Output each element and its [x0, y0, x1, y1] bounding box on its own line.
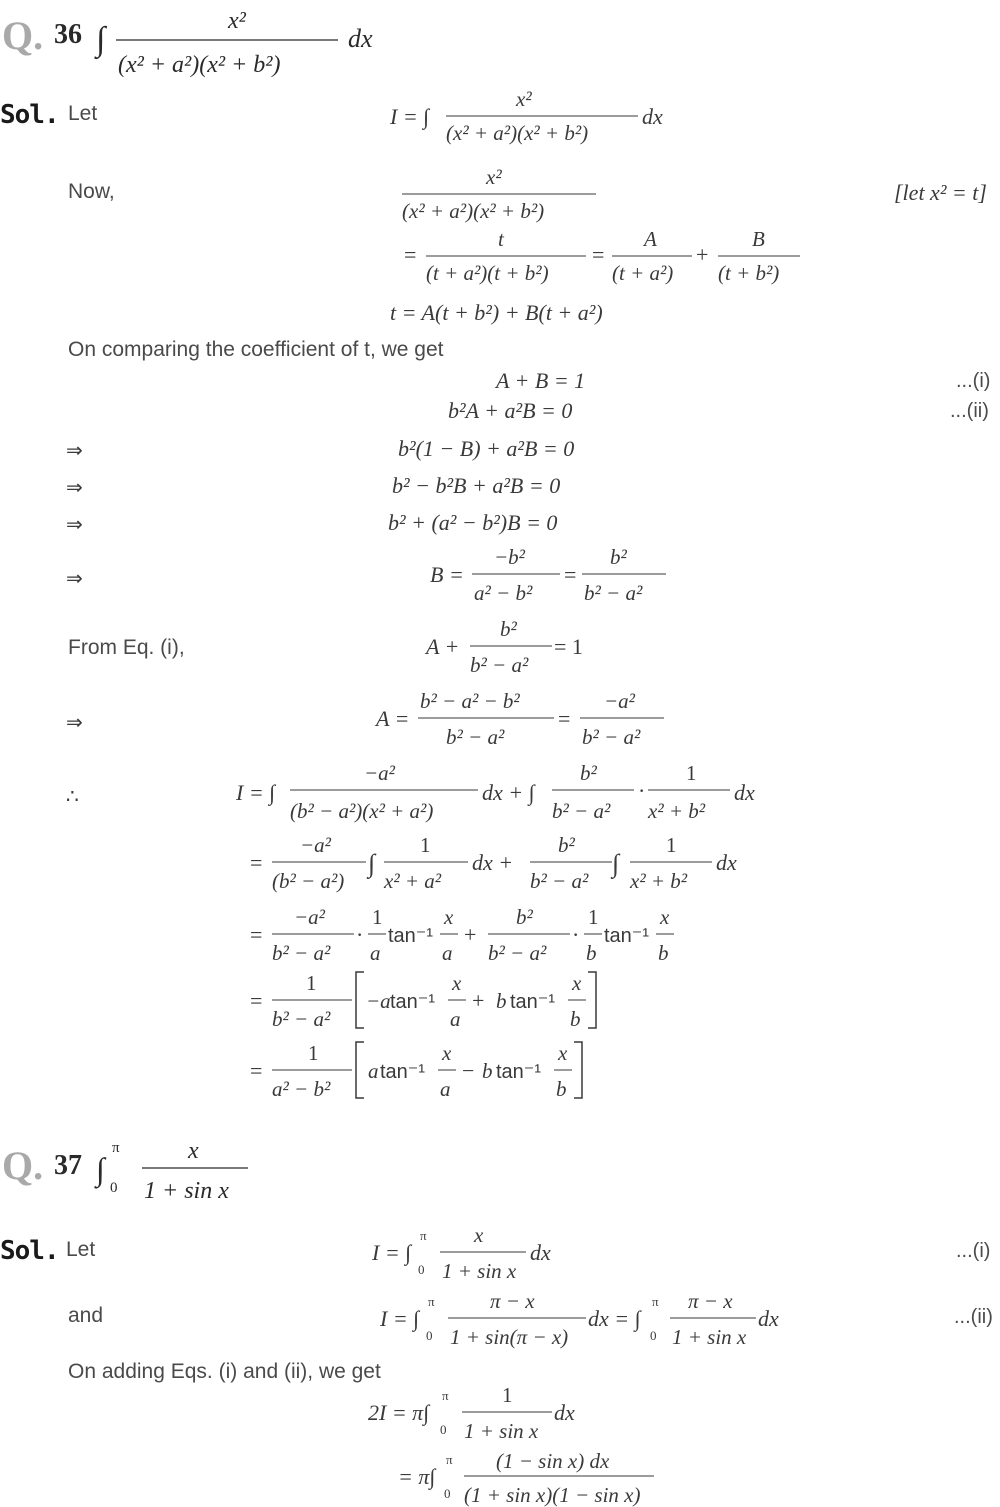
from-text: From Eq. (i),: [68, 636, 185, 659]
eq-t: t = A(t + b²) + B(t + a²): [390, 300, 603, 325]
q37-numerator: x: [188, 1138, 199, 1164]
svg-text:tan⁻¹: tan⁻¹: [496, 1061, 542, 1083]
svg-text:x² + a²: x² + a²: [384, 869, 442, 893]
eq-I3: [248, 900, 688, 970]
svg-text:−a²: −a²: [604, 689, 635, 713]
svg-text:b: b: [556, 1077, 567, 1101]
svg-text:dx = ∫: dx = ∫: [588, 1306, 641, 1331]
svg-text:b² − a²: b² − a²: [552, 799, 611, 823]
svg-text:b² − a²: b² − a²: [272, 941, 331, 965]
svg-text:1 + sin(π − x): 1 + sin(π − x): [450, 1325, 569, 1349]
let-text: Let: [66, 1238, 96, 1261]
svg-text:= π∫: = π∫: [398, 1464, 436, 1489]
svg-text:b² − a²: b² − a²: [470, 653, 529, 677]
svg-text:x² + b²: x² + b²: [648, 799, 706, 823]
svg-text:1 + sin x: 1 + sin x: [442, 1259, 517, 1283]
svg-text:(b² − a²)(x² + a²): (b² − a²)(x² + a²): [290, 799, 434, 823]
svg-text:=: =: [564, 562, 577, 587]
svg-text:a: a: [442, 941, 453, 965]
svg-text:1: 1: [420, 833, 431, 857]
svg-text:A +: A +: [426, 634, 460, 659]
svg-text:∫: ∫: [368, 849, 376, 878]
q37-integral-expression: [92, 1130, 262, 1210]
svg-text:−a²: −a²: [294, 905, 325, 929]
svg-text:b²: b²: [558, 833, 575, 857]
svg-text:b: b: [658, 941, 669, 965]
implies-arrow: ⇒: [66, 438, 83, 462]
svg-text:b: b: [496, 989, 507, 1013]
svg-text:a: a: [440, 1077, 451, 1101]
svg-text:x: x: [660, 905, 670, 929]
eq37-and: [378, 1284, 798, 1354]
eq37-2I: [366, 1378, 596, 1448]
svg-text:+: +: [472, 988, 485, 1013]
svg-text:I = ∫: I = ∫: [372, 1240, 412, 1265]
svg-text:a² − b²: a² − b²: [272, 1077, 331, 1101]
svg-text:I = ∫: I = ∫: [236, 780, 276, 805]
svg-text:x: x: [452, 971, 462, 995]
eq-now: [398, 158, 608, 228]
svg-text:x²: x²: [516, 87, 532, 111]
eq-B: [428, 540, 678, 610]
svg-text:a: a: [370, 941, 381, 965]
svg-text:π: π: [420, 1228, 427, 1243]
let-text: Let: [68, 102, 98, 125]
svg-text:dx +: dx +: [472, 850, 514, 875]
svg-text:b: b: [586, 941, 597, 965]
now-text: Now,: [68, 180, 115, 203]
svg-text:b² − a²: b² − a²: [446, 725, 505, 749]
svg-text:=: =: [250, 922, 263, 947]
eq-A: [374, 684, 674, 754]
svg-text:−a: −a: [366, 989, 391, 1013]
ref-ii: ...(ii): [950, 400, 989, 422]
implies-arrow: ⇒: [66, 475, 83, 499]
svg-text:b²: b²: [500, 617, 517, 641]
therefore-symbol: ∴: [66, 784, 79, 808]
svg-text:B: B: [752, 227, 765, 251]
implies-arrow: ⇒: [66, 566, 83, 590]
svg-text:1 + sin x: 1 + sin x: [672, 1325, 747, 1349]
svg-text:tan⁻¹: tan⁻¹: [380, 1061, 426, 1083]
eq-I4: [248, 966, 618, 1036]
svg-text:b² − a²: b² − a²: [272, 1007, 331, 1031]
eq-I2: [248, 828, 758, 898]
svg-text:(t + a²)(t + b²): (t + a²)(t + b²): [426, 261, 549, 285]
svg-text:·: ·: [572, 922, 580, 947]
ref-ii: ...(ii): [954, 1306, 993, 1328]
implies-arrow: ⇒: [66, 512, 83, 536]
svg-text:·: ·: [356, 922, 364, 947]
svg-text:x: x: [558, 1041, 568, 1065]
ref-i: ...(i): [956, 370, 991, 392]
svg-text:x²: x²: [486, 165, 502, 189]
svg-text:1: 1: [308, 1041, 319, 1065]
question-label: Q.: [2, 1143, 44, 1188]
svg-text:(1 + sin x)(1 − sin x): (1 + sin x)(1 − sin x): [464, 1483, 641, 1507]
svg-text:+: +: [696, 242, 709, 267]
svg-text:dx: dx: [642, 104, 663, 129]
svg-text:a: a: [368, 1059, 379, 1083]
question-number: 36: [54, 19, 82, 50]
svg-text:x² + b²: x² + b²: [630, 869, 688, 893]
svg-text:A =: A =: [376, 706, 410, 731]
eq-step2: b² − b²B + a²B = 0: [392, 473, 561, 498]
svg-text:a: a: [450, 1007, 461, 1031]
svg-text:=: =: [404, 242, 417, 267]
question-number: 37: [54, 1150, 82, 1181]
eq-partial: [398, 222, 808, 292]
svg-text:(t + a²): (t + a²): [612, 261, 674, 285]
svg-text:tan⁻¹: tan⁻¹: [390, 991, 436, 1013]
svg-text:I = ∫: I = ∫: [390, 104, 430, 129]
eq-let: [388, 82, 688, 148]
svg-text:=: =: [558, 706, 571, 731]
eq-ii: b²A + a²B = 0: [448, 398, 573, 423]
svg-text:A: A: [644, 227, 657, 251]
svg-text:0: 0: [650, 1328, 657, 1343]
svg-text:=: =: [592, 242, 605, 267]
solution-label: Sol.: [0, 100, 59, 130]
solution-label: Sol.: [0, 1236, 59, 1266]
compare-text: On comparing the coefficient of t, we get: [68, 338, 444, 361]
svg-text:π − x: π − x: [490, 1289, 535, 1313]
svg-text:I = ∫: I = ∫: [380, 1306, 420, 1331]
svg-text:0: 0: [426, 1328, 433, 1343]
integral-sign: ∫: [96, 21, 106, 58]
svg-text:b² − a²: b² − a²: [530, 869, 589, 893]
svg-text:(t + b²): (t + b²): [718, 261, 780, 285]
svg-text:tan⁻¹: tan⁻¹: [388, 925, 434, 947]
q36-integral-expression: [92, 0, 402, 90]
svg-text:tan⁻¹: tan⁻¹: [604, 925, 650, 947]
svg-text:+: +: [464, 922, 477, 947]
svg-text:dx + ∫: dx + ∫: [482, 780, 535, 805]
svg-text:(1 − sin x) dx: (1 − sin x) dx: [496, 1449, 610, 1473]
svg-text:t: t: [498, 227, 504, 251]
svg-text:0: 0: [444, 1486, 451, 1501]
svg-text:1: 1: [306, 971, 317, 995]
svg-text:b²: b²: [516, 905, 533, 929]
svg-text:1 + sin x: 1 + sin x: [464, 1419, 539, 1443]
svg-text:b: b: [482, 1059, 493, 1083]
svg-text:π: π: [442, 1388, 449, 1403]
svg-text:−a²: −a²: [300, 833, 331, 857]
svg-text:b: b: [570, 1007, 581, 1031]
svg-text:x: x: [442, 1041, 452, 1065]
svg-text:dx: dx: [554, 1400, 575, 1425]
svg-text:π: π: [428, 1294, 435, 1309]
svg-text:(b² − a²): (b² − a²): [272, 869, 345, 893]
integral-sign: ∫: [96, 1151, 105, 1187]
eq-step3: b² + (a² − b²)B = 0: [388, 510, 558, 535]
svg-text:1: 1: [372, 905, 383, 929]
svg-text:·: ·: [638, 778, 646, 803]
svg-text:−b²: −b²: [494, 545, 525, 569]
eq-from: [424, 612, 604, 682]
eq-I1: [234, 756, 774, 832]
eq-I5: [248, 1036, 608, 1106]
svg-text:π: π: [446, 1452, 453, 1467]
svg-text:0: 0: [440, 1422, 447, 1437]
svg-text:π: π: [652, 1294, 659, 1309]
svg-text:2I = π∫: 2I = π∫: [368, 1400, 430, 1425]
svg-text:b² − a²: b² − a²: [582, 725, 641, 749]
svg-text:(x² + a²)(x² + b²): (x² + a²)(x² + b²): [446, 121, 589, 145]
svg-text:dx: dx: [716, 850, 737, 875]
svg-text:b²: b²: [610, 545, 627, 569]
svg-text:=: =: [250, 850, 263, 875]
q37-denominator: 1 + sin x: [144, 1178, 229, 1204]
adding-text: On adding Eqs. (i) and (ii), we get: [68, 1360, 381, 1383]
svg-text:dx: dx: [734, 780, 755, 805]
svg-text:b² − a² − b²: b² − a² − b²: [420, 689, 520, 713]
eq37-let: [370, 1218, 570, 1288]
q36-dx: dx: [348, 24, 373, 53]
svg-text:B =: B =: [430, 562, 464, 587]
svg-text:a² − b²: a² − b²: [474, 581, 533, 605]
ref-i: ...(i): [956, 1240, 991, 1262]
svg-text:b² − a²: b² − a²: [488, 941, 547, 965]
svg-text:=: =: [250, 988, 263, 1013]
q36-numerator: x²: [228, 8, 246, 34]
svg-text:dx: dx: [530, 1240, 551, 1265]
svg-text:π: π: [112, 1140, 120, 1156]
svg-text:dx: dx: [758, 1306, 779, 1331]
implies-arrow: ⇒: [66, 710, 83, 734]
svg-text:1: 1: [502, 1383, 513, 1407]
svg-text:tan⁻¹: tan⁻¹: [510, 991, 556, 1013]
svg-text:(x² + a²)(x² + b²): (x² + a²)(x² + b²): [402, 199, 545, 223]
svg-text:0: 0: [110, 1180, 118, 1196]
svg-text:0: 0: [418, 1262, 425, 1277]
eq-i: A + B = 1: [496, 368, 586, 393]
svg-text:x: x: [474, 1223, 484, 1247]
svg-text:1: 1: [588, 905, 599, 929]
svg-text:=: =: [250, 1058, 263, 1083]
let-hint: [let x² = t]: [894, 180, 987, 205]
svg-text:b² − a²: b² − a²: [584, 581, 643, 605]
svg-text:= 1: = 1: [554, 634, 583, 659]
svg-text:x: x: [572, 971, 582, 995]
eq-step1: b²(1 − B) + a²B = 0: [398, 436, 575, 461]
svg-text:−: −: [462, 1058, 475, 1083]
svg-text:∫: ∫: [612, 849, 620, 878]
svg-text:x: x: [444, 905, 454, 929]
svg-text:1: 1: [666, 833, 677, 857]
q36-denominator: (x² + a²)(x² + b²): [118, 52, 281, 78]
eq37-last: [396, 1442, 666, 1507]
svg-text:b²: b²: [580, 761, 597, 785]
question-label: Q.: [2, 13, 44, 58]
svg-text:−a²: −a²: [364, 761, 395, 785]
svg-text:1: 1: [686, 761, 697, 785]
svg-text:π − x: π − x: [688, 1289, 733, 1313]
and-text: and: [68, 1304, 104, 1327]
